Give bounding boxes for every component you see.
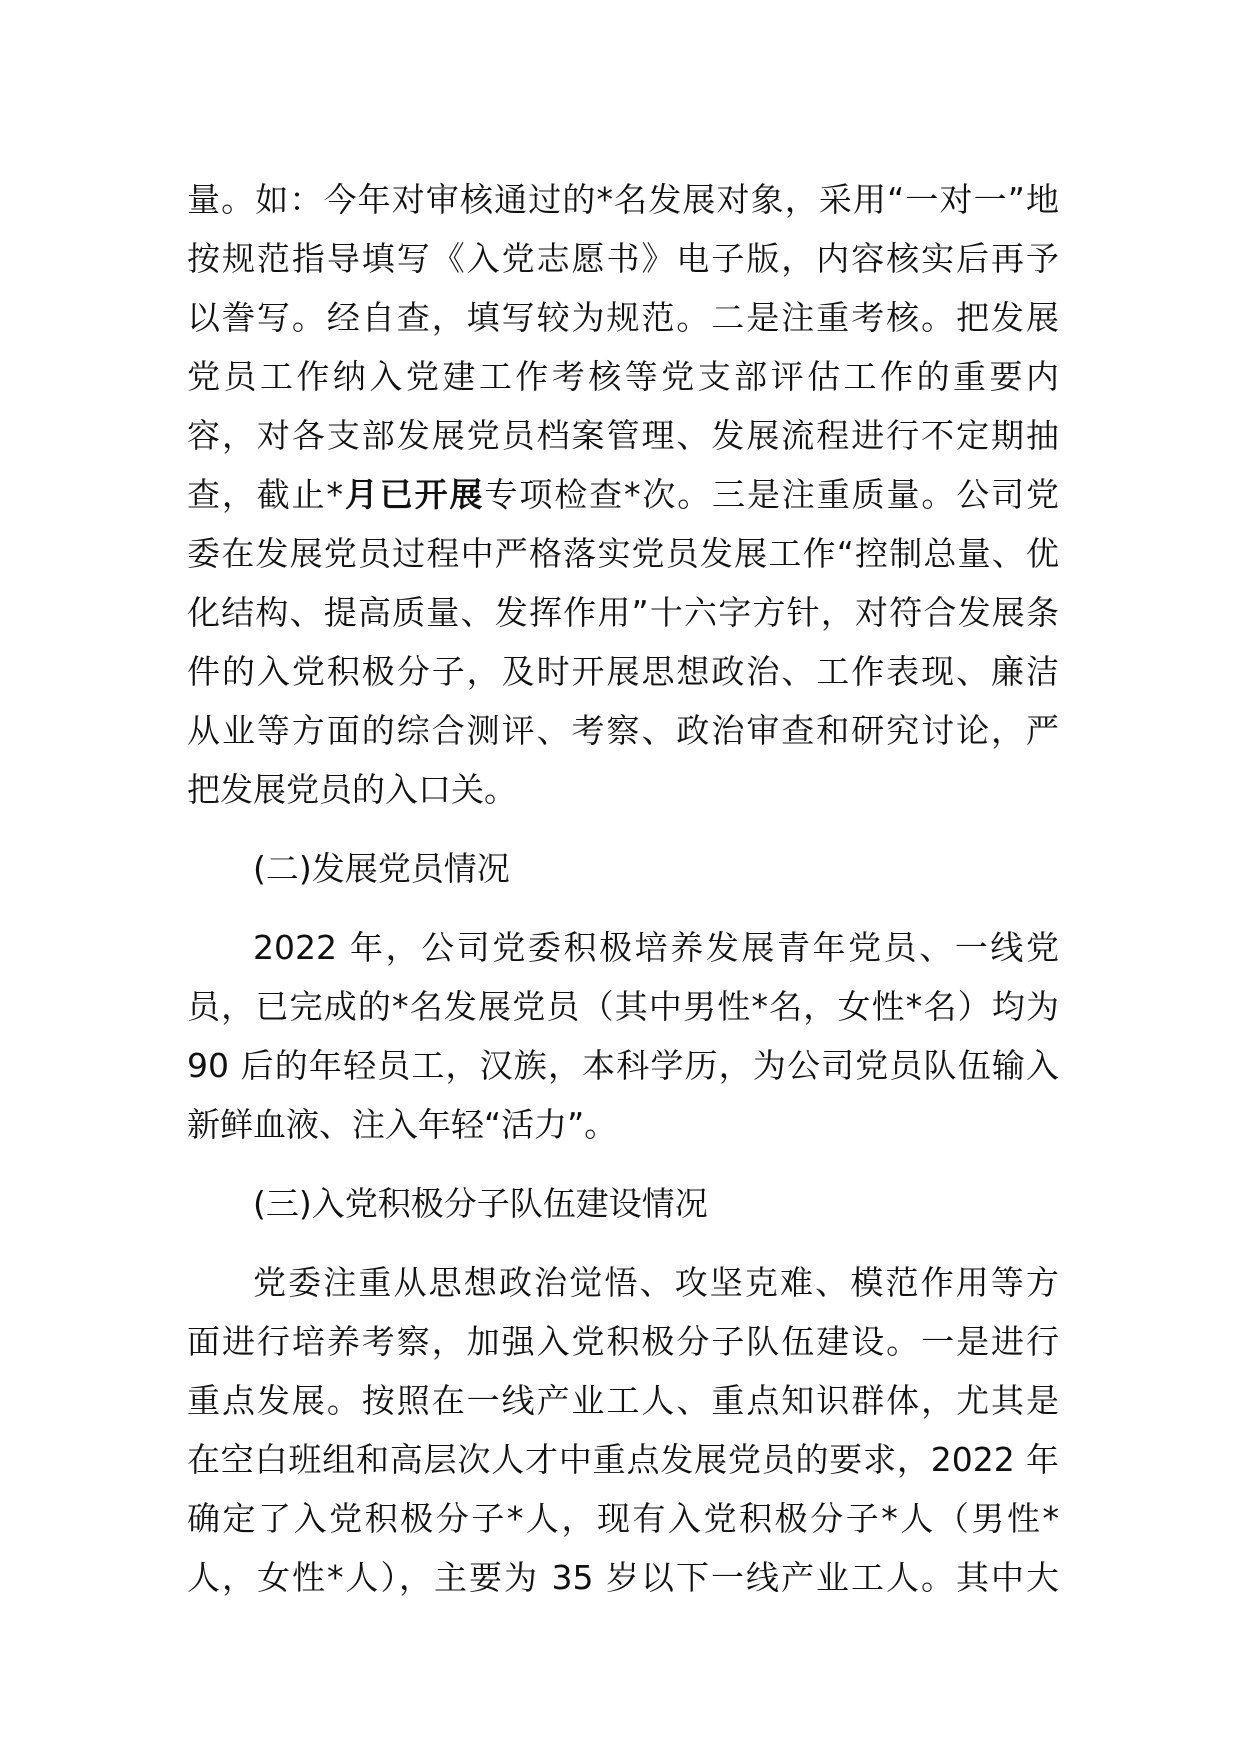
paragraph-line: 新鲜血液、注入年轻“活力”。 xyxy=(187,1105,618,1144)
spacer xyxy=(187,819,1059,839)
spacer xyxy=(187,898,1059,918)
section-heading-3: (三)入党积极分子队伍建设情况 xyxy=(253,1184,708,1223)
paragraph-line: 化结构、提高质量、发挥作用”十六字方针，对符合发展条 xyxy=(187,593,1059,632)
paragraph-line: 容，对各支部发展党员档案管理、发展流程进行不定期抽 xyxy=(187,416,1059,455)
paragraph-line: 面进行培养考察，加强入党积极分子队伍建设。一是进行 xyxy=(187,1322,1059,1361)
section-heading-2: (二)发展党员情况 xyxy=(253,849,510,888)
paragraph-1 xyxy=(187,170,1059,819)
paragraph-line: 员，已完成的*名发展党员（其中男性*名，女性*名）均为 xyxy=(187,987,1060,1026)
bold-text-segment: 月已开展 xyxy=(343,475,485,514)
text-segment: 查，截止* xyxy=(187,475,344,514)
paragraph-line: 委在发展党员过程中严格落实党员发展工作“控制总量、优 xyxy=(187,534,1059,573)
text-segment: 专项检查*次。三是注重质量。公司党 xyxy=(484,475,1060,514)
paragraph-line: 确定了入党积极分子*人，现有入党积极分子*人（男性* xyxy=(187,1499,1059,1538)
paragraph-line: 90 后的年轻员工，汉族，本科学历，为公司党员队伍输入 xyxy=(187,1046,1059,1085)
paragraph-line: 量。如：今年对审核通过的*名发展对象，采用“一对一”地 xyxy=(187,180,1059,219)
paragraph-line: 以誊写。经自查，填写较为规范。二是注重考核。把发展 xyxy=(187,298,1059,337)
paragraph-line: 重点发展。按照在一线产业工人、重点知识群体，尤其是 xyxy=(187,1381,1059,1420)
paragraph-2 xyxy=(187,918,1059,1154)
paragraph-line: 党员工作纳入党建工作考核等党支部评估工作的重要内 xyxy=(187,357,1059,396)
paragraph-line: 人，女性*人），主要为 35 岁以下一线产业工人。其中大 xyxy=(187,1558,1059,1597)
paragraph-line: 件的入党积极分子，及时开展思想政治、工作表现、廉洁 xyxy=(187,652,1059,691)
paragraph-line: 在空白班组和高层次人才中重点发展党员的要求，2022 年 xyxy=(187,1440,1059,1479)
paragraph-line: 2022 年，公司党委积极培养发展青年党员、一线党 xyxy=(253,928,1059,967)
spacer xyxy=(187,1233,1059,1253)
paragraph-line: 从业等方面的综合测评、考察、政治审查和研究讨论，严 xyxy=(187,711,1059,750)
paragraph-3 xyxy=(187,1253,1059,1607)
document-body xyxy=(187,170,1059,1607)
paragraph-line: 按规范指导填写《入党志愿书》电子版，内容核实后再予 xyxy=(187,239,1059,278)
paragraph-line: 把发展党员的入口关。 xyxy=(187,770,517,809)
paragraph-line: 党委注重从思想政治觉悟、攻坚克难、模范作用等方 xyxy=(253,1263,1059,1302)
spacer xyxy=(187,1154,1059,1174)
paragraph-line-mixed xyxy=(187,465,1059,524)
